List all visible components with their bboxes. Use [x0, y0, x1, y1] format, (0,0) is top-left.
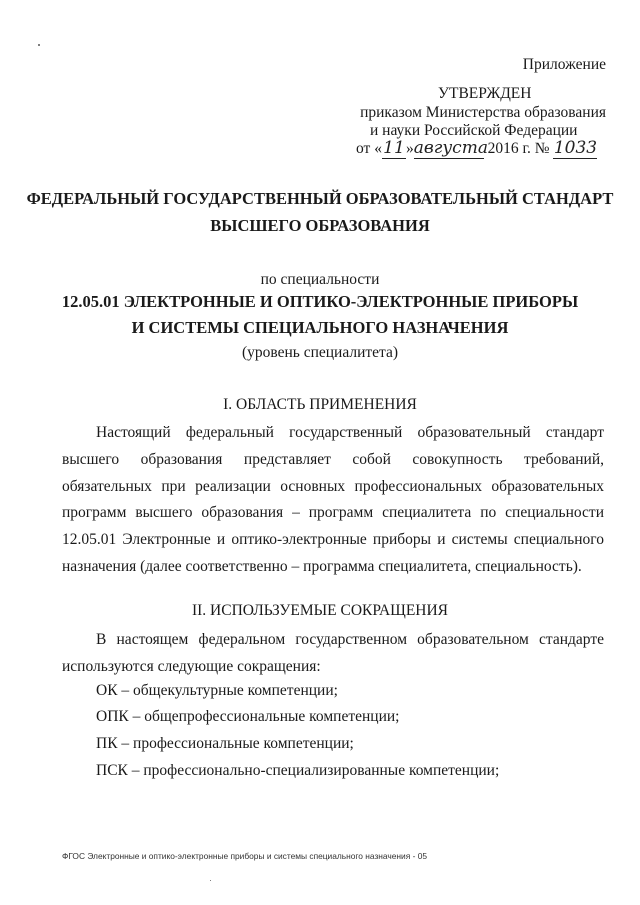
page-footer: ФГОС Электронные и оптико-электронные приборы и системы специального назначения - 05 — [62, 851, 428, 861]
section-1-paragraph — [62, 420, 604, 581]
abbreviation-item: ОК – общекультурные компетенции; — [96, 682, 338, 699]
specialty-name-line-2: И СИСТЕМЫ СПЕЦИАЛЬНОГО НАЗНАЧЕНИЯ — [131, 318, 509, 337]
section-2-heading: II. ИСПОЛЬЗУЕМЫЕ СОКРАЩЕНИЯ — [191, 602, 449, 619]
section-1-text: Настоящий федеральный государственный образовательный стандарт высшего образования представляет собой совокупность требований, обязательных при реализации основных профессиональных образовательных программ высшего образования – программ специалитета по специальности 12.05.01 Электронные и оптико-электронные приборы и системы специального назначения (далее соответственно – программа специалитета, специальность). — [62, 424, 604, 575]
education-level: (уровень специалитета) — [241, 344, 399, 361]
date-mid: » — [405, 140, 414, 157]
date-prefix: от « — [356, 140, 382, 157]
abbreviation-item: ОПК – общепрофессиональные компетенции; — [96, 708, 400, 725]
specialty-prefix: по специальности — [260, 271, 380, 288]
handwritten-month: августа — [413, 138, 488, 158]
order-line-2: и науки Российской Федерации — [370, 122, 578, 139]
order-date-line — [356, 138, 597, 159]
specialty-name-line-1: 12.05.01 ЭЛЕКТРОННЫЕ И ОПТИКО-ЭЛЕКТРОННЫЕ ПРИБОРЫ — [61, 292, 579, 311]
abbreviation-item: ПК – профессиональные компетенции; — [96, 735, 354, 752]
section-2-intro — [62, 627, 604, 681]
scan-speck — [38, 44, 40, 46]
document-title-line-2: ВЫСШЕГО ОБРАЗОВАНИЯ — [210, 216, 430, 235]
handwritten-day: 11 — [383, 138, 405, 158]
handwritten-order-number: 1033 — [553, 138, 598, 158]
approved-label: УТВЕРЖДЕН — [438, 85, 532, 102]
order-line-1: приказом Министерства образования — [360, 104, 606, 121]
document-title-line-1: ФЕДЕРАЛЬНЫЙ ГОСУДАРСТВЕННЫЙ ОБРАЗОВАТЕЛЬНЫЙ СТАНДАРТ — [26, 189, 614, 208]
appendix-label: Приложение — [522, 56, 606, 73]
scan-speck — [210, 880, 211, 881]
date-year: 2016 г. № — [487, 140, 550, 157]
section-1-heading: I. ОБЛАСТЬ ПРИМЕНЕНИЯ — [223, 396, 417, 413]
abbreviation-item: ПСК – профессионально-специализированные компетенции; — [96, 762, 500, 779]
section-2-intro-text: В настоящем федеральном государственном образовательном стандарте используются следующие сокращения: — [62, 631, 604, 675]
